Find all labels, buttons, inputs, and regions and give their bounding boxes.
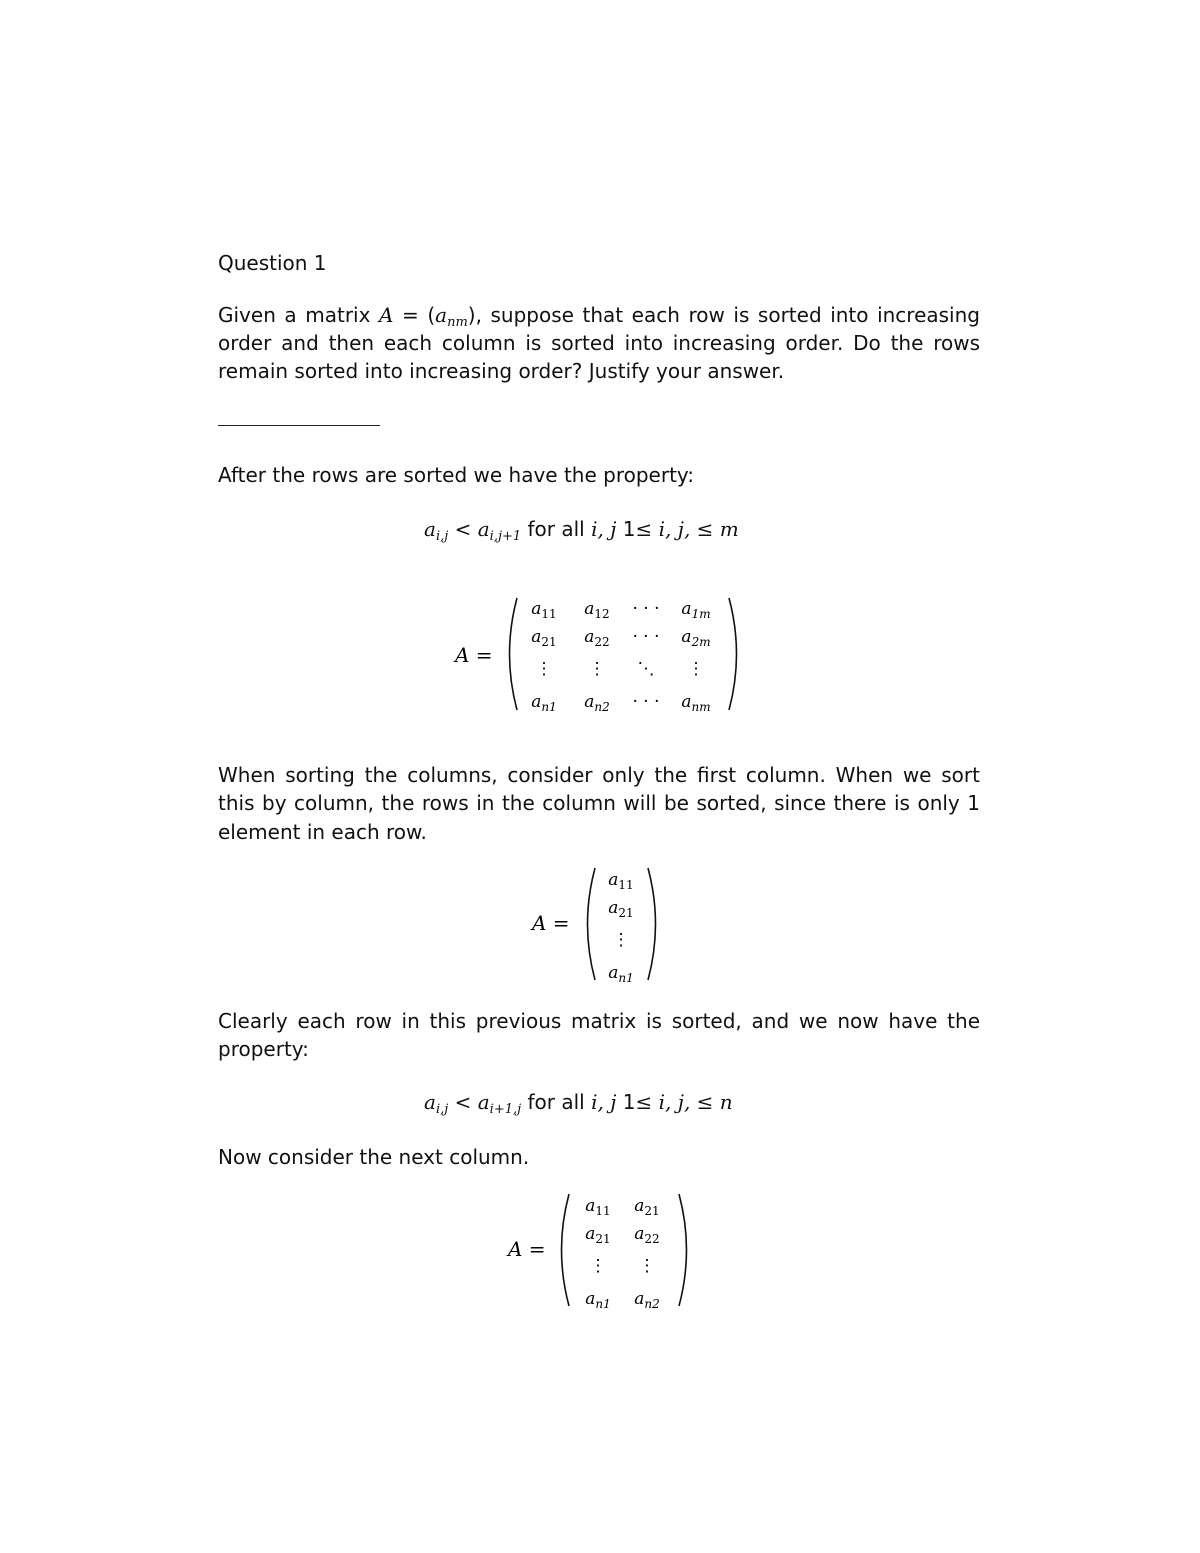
matrix-full-entry-r4-c4: $a_{nm}$ <box>681 692 711 714</box>
matrix-two-columns-entry-r2-c1: $a_{21}$ <box>585 1224 611 1246</box>
equation-for-all-text: for all <box>527 517 585 541</box>
equation-column-bound: n <box>719 1090 733 1114</box>
matrix-full-entry-r4-c2: $a_{n2}$ <box>584 692 610 714</box>
matrix-first-column-entry-r2: $a_{21}$ <box>608 898 634 920</box>
matrix-full-entry-r1-c1: $a_{11}$ <box>531 599 557 621</box>
matrix-two-columns-entry-r2-c2: $a_{22}$ <box>634 1224 660 1246</box>
separator-rule <box>218 425 380 426</box>
equation-row-bound: m <box>719 517 739 541</box>
question-prompt: Given a matrix $A = (a_{nm})$, suppose that each row is sorted into increasing order and then each column is sorted into increasing order. Do the rows remain sorted into increasing order? Justify your answer. <box>218 303 980 383</box>
question-title: Question 1 <box>218 251 327 275</box>
matrix-full-entry-r3-c2: ⋮ <box>588 659 606 679</box>
matrix-two-columns-entry-r4-c1: $a_{n1}$ <box>585 1289 611 1311</box>
matrix-full-entry-r1-c4: $a_{1m}$ <box>681 599 711 621</box>
matrix-full-entry-r2-c3: · · · <box>632 627 660 647</box>
equation-row-property: $a_{i,j} < a_{i,j+1}$ for all i, j 1≤ i, j, ≤ m <box>424 517 739 544</box>
matrix-full-entry-r2-c2: $a_{22}$ <box>584 627 610 649</box>
matrix-first-column-right-bracket <box>648 868 656 980</box>
matrix-two-columns-entry-r3-c2: ⋮ <box>638 1256 656 1276</box>
matrix-first-column-entry-r1: $a_{11}$ <box>608 870 634 892</box>
matrix-two-columns-entry-r1-c2: $a_{21}$ <box>634 1196 660 1218</box>
matrix-full-entry-r1-c3: · · · <box>632 599 660 619</box>
matrix-two-columns-right-bracket <box>679 1194 687 1306</box>
matrix-full-lhs: A = <box>455 643 493 667</box>
paragraph-columns-line3: element in each row. <box>218 820 427 844</box>
matrix-first-column-entry-r4: $a_{n1}$ <box>608 963 634 985</box>
matrix-two-columns-lhs: A = <box>508 1237 546 1261</box>
matrix-full-entry-r2-c4: $a_{2m}$ <box>681 627 711 649</box>
matrix-full-entry-r4-c1: $a_{n1}$ <box>531 692 557 714</box>
matrix-two-columns-entry-r4-c2: $a_{n2}$ <box>634 1289 660 1311</box>
matrix-first-column-left-bracket <box>588 868 596 980</box>
matrix-two-columns-entry-r3-c1: ⋮ <box>589 1256 607 1276</box>
matrix-full-entry-r2-c1: $a_{21}$ <box>531 627 557 649</box>
matrix-full-entry-r3-c4: ⋮ <box>687 659 705 679</box>
paragraph-columns-line1: When sorting the columns, consider only the first column. When we sort <box>218 763 980 787</box>
paragraph-next-column: Now consider the next column. <box>218 1145 530 1169</box>
matrix-two-columns-left-bracket <box>562 1194 570 1306</box>
matrix-first-column <box>520 860 680 990</box>
paragraph-columns-line2: this by column, the rows in the column will be sorted, since there is only 1 <box>218 791 980 815</box>
matrix-first-column-lhs: A = <box>532 911 570 935</box>
matrix-full-entry-r3-c3: ⋱ <box>637 659 655 679</box>
paragraph-clearly-line1: Clearly each row in this previous matrix is sorted, and we now have the <box>218 1009 980 1033</box>
matrix-full-left-bracket <box>510 598 518 710</box>
equation-for-all-text-2: for all <box>527 1090 585 1114</box>
matrix-full <box>440 590 760 720</box>
question-prompt-text: suppose that each row is sorted into increasing order and then each column is sorted into increasing order. Do the rows remain sorted into increasing order? Justify your answer. <box>218 303 980 383</box>
matrix-first-column-entry-r3: ⋮ <box>612 930 630 950</box>
paragraph-clearly-line2: property: <box>218 1037 309 1061</box>
matrix-two-columns-entry-r1-c1: $a_{11}$ <box>585 1196 611 1218</box>
matrix-full-right-bracket <box>729 598 737 710</box>
matrix-full-entry-r1-c2: $a_{12}$ <box>584 599 610 621</box>
paragraph-rows-sorted: After the rows are sorted we have the property: <box>218 463 695 487</box>
matrix-full-entry-r4-c3: · · · <box>632 692 660 712</box>
matrix-two-columns <box>496 1186 706 1316</box>
equation-column-property: $a_{i,j} < a_{i+1,j}$ for all i, j 1≤ i, j, ≤ n <box>424 1090 733 1117</box>
matrix-full-entry-r3-c1: ⋮ <box>535 659 553 679</box>
